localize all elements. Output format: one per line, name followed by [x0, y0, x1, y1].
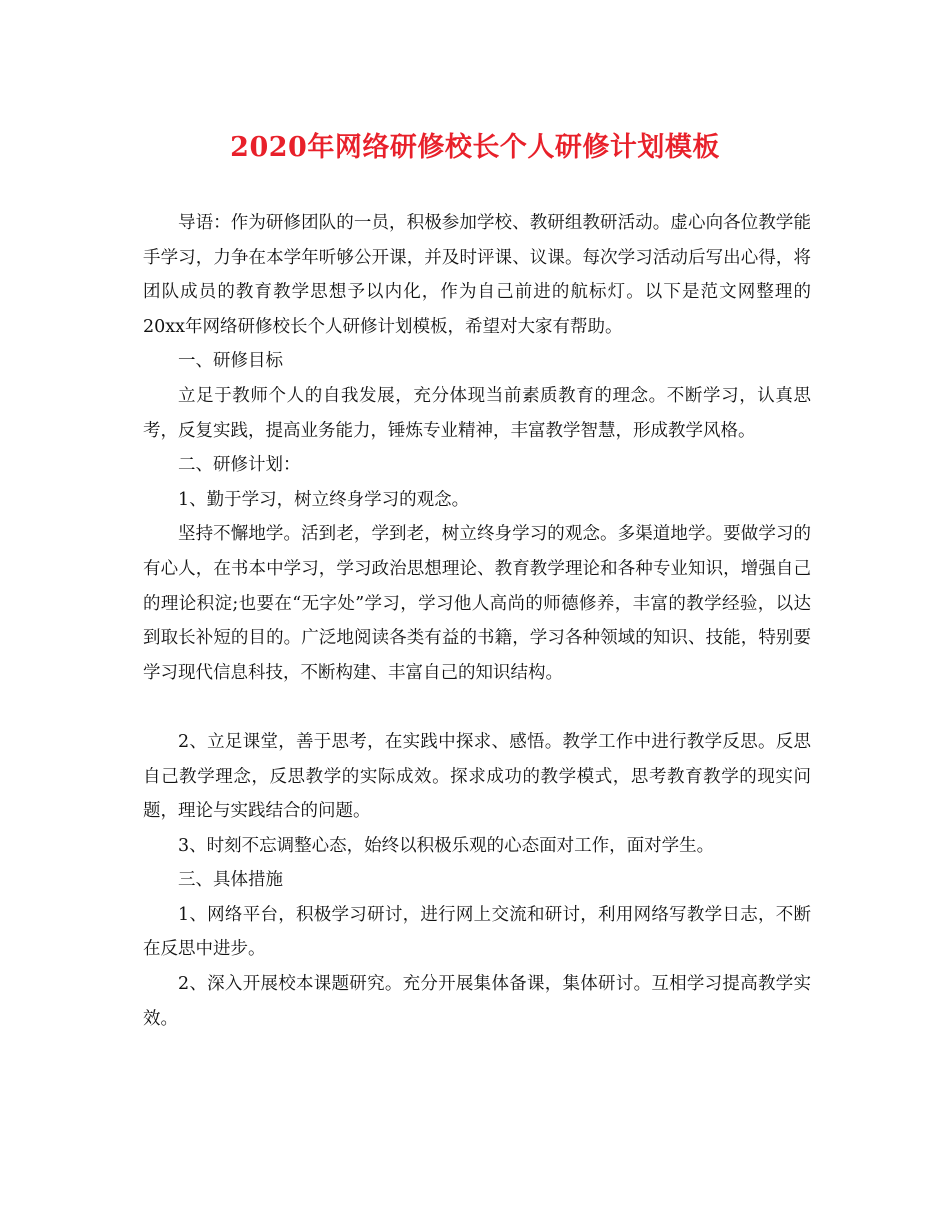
measure-item-1-paragraph: 1、网络平台，积极学习研讨，进行网上交流和研讨，利用网络写教学日志，不断在反思中进步。	[143, 904, 811, 960]
plan-item-1-paragraph: 坚持不懈地学。活到老，学到老，树立终身学习的观念。多渠道地学。要做学习的有心人，在书本中学习，学习政治思想理论、教育教学理论和各种专业知识，增强自己的理论积淀;也要在“无字处”学习，学习他人高尚的师德修养，丰富的教学经验，以达到取长补短的目的。广泛地阅读各类有益的书籍，学习各种领域的知识、技能，特别要学习现代信息科技，不断构建、丰富自己的知识结构。	[143, 524, 811, 683]
measure-item-2-paragraph: 2、深入开展校本课题研究。充分开展集体备课，集体研讨。互相学习提高教学实效。	[143, 974, 811, 1029]
goals-paragraph: 立足于教师个人的自我发展，充分体现当前素质教育的理念。不断学习，认真思考，反复实践，提高业务能力，锤炼专业精神，丰富教学智慧，形成教学风格。	[143, 385, 811, 441]
plan-item-3-paragraph: 3、时刻不忘调整心态，始终以积极乐观的心态面对工作，面对学生。	[178, 835, 715, 856]
document-body	[143, 206, 811, 1036]
plan-item-1-heading: 1、勤于学习，树立终身学习的观念。	[178, 489, 470, 510]
section-heading-plan: 二、研修计划：	[178, 455, 301, 476]
blank-line	[143, 690, 811, 725]
section-heading-goals: 一、研修目标	[178, 351, 283, 372]
plan-item-2-paragraph: 2、立足课堂，善于思考，在实践中探求、感悟。教学工作中进行教学反思。反思自己教学理念，反思教学的实际成效。探求成功的教学模式，思考教育教学的现实问题，理论与实践结合的问题。	[143, 731, 811, 822]
intro-paragraph: 导语：作为研修团队的一员，积极参加学校、教研组教研活动。虚心向各位教学能手学习，力争在本学年听够公开课，并及时评课、议课。每次学习活动后写出心得，将团队成员的教育教学思想予以内化，作为自己前进的航标灯。以下是范文网整理的20xx年网络研修校长个人研修计划模板，希望对大家有帮助。	[143, 213, 811, 337]
document-title: 2020年网络研修校长个人研修计划模板	[230, 132, 720, 163]
section-heading-measures: 三、具体措施	[178, 870, 283, 891]
